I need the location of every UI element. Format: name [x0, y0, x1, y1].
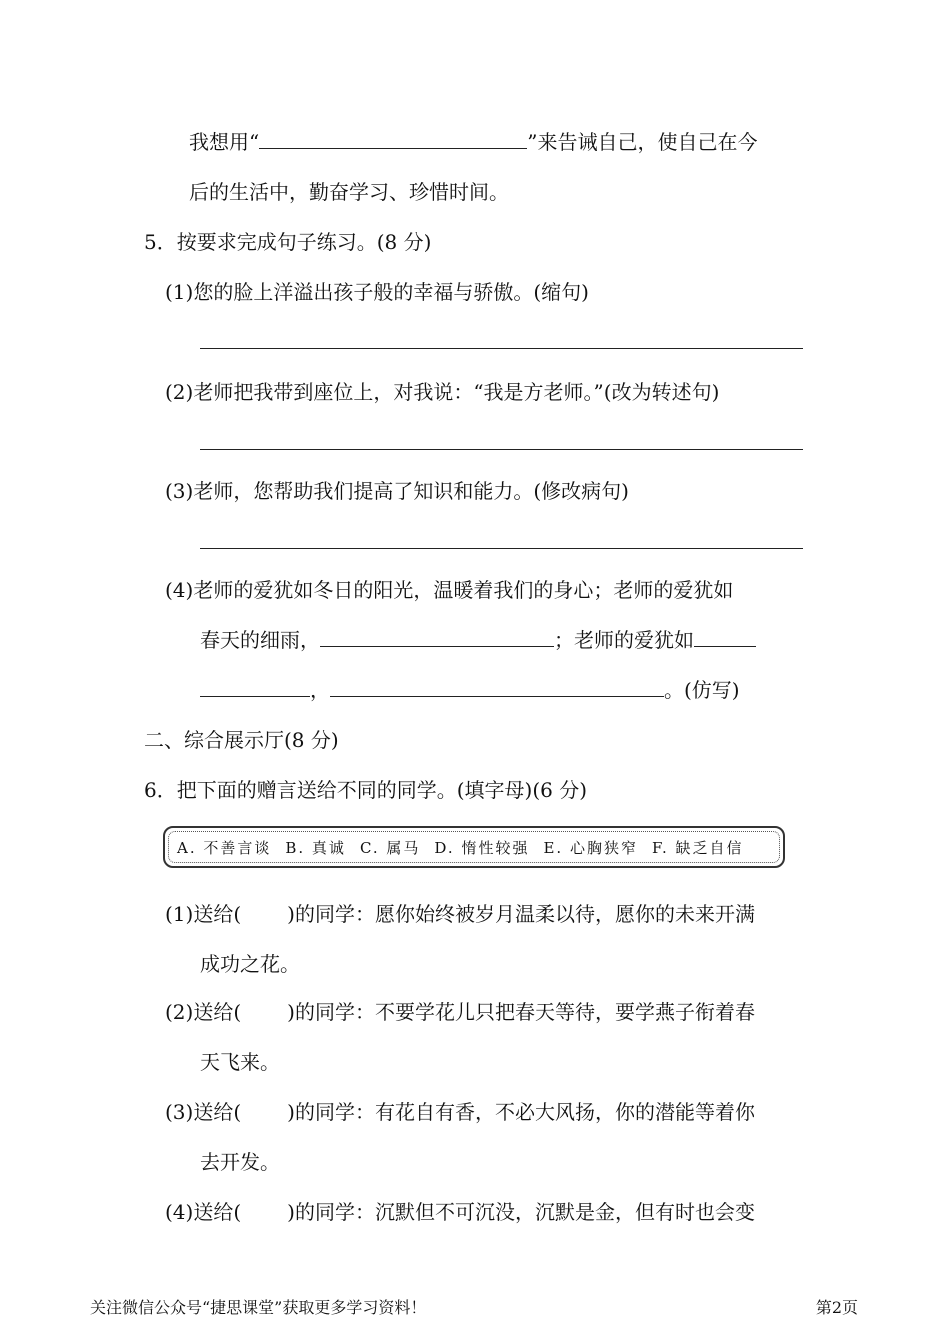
q5-item1: (1)您的脸上洋溢出孩子般的幸福与骄傲。(缩句) [165, 280, 589, 304]
q6-item2-prefix: (2)送给( [165, 1000, 242, 1024]
q6-item2-text: )的同学：不要学花儿只把春天等待，要学燕子衔着春 [287, 1000, 755, 1024]
q4-line1-post: ”来告诫自己，使自己在今 [527, 130, 758, 154]
q5-item4-blank2[interactable] [694, 626, 756, 647]
q6-item3-cont: 去开发。 [200, 1150, 280, 1174]
q6-option-d: D. 惰性较强 [434, 838, 530, 857]
q5-item3: (3)老师，您帮助我们提高了知识和能力。(修改病句) [165, 479, 629, 503]
q6-item3-prefix: (3)送给( [165, 1100, 242, 1124]
q5-item4-line3 [200, 676, 740, 704]
q5-item4-line2-mid: ；老师的爱犹如 [554, 628, 694, 652]
q5-item4-blank1[interactable] [320, 626, 554, 647]
q6-options-box [163, 826, 785, 868]
q5-item2-answer-line[interactable] [200, 449, 803, 450]
q4-blank[interactable] [259, 128, 527, 149]
q5-item4-line2 [200, 626, 756, 654]
q5-item2: (2)老师把我带到座位上，对我说：“我是方老师。”(改为转述句) [165, 380, 720, 404]
q6-item1-prefix: (1)送给( [165, 902, 242, 926]
q5-item4-end: 。(仿写) [664, 678, 740, 702]
q4-line1 [189, 128, 757, 156]
q4-line1-pre: 我想用“ [189, 130, 260, 154]
q5-item4-line1: (4)老师的爱犹如冬日的阳光，温暖着我们的身心；老师的爱犹如 [165, 578, 734, 602]
section2-title: 二、综合展示厅(8 分) [144, 728, 339, 752]
q5-title: 5．按要求完成句子练习。(8 分) [144, 230, 432, 254]
q6-item2 [165, 998, 755, 1026]
q6-item4-prefix: (4)送给( [165, 1200, 242, 1224]
q5-item1-answer-line[interactable] [200, 348, 803, 349]
q6-item1-text: )的同学：愿你始终被岁月温柔以待，愿你的未来开满 [287, 902, 755, 926]
q5-item3-answer-line[interactable] [200, 548, 803, 549]
q5-item4-comma: ， [310, 678, 330, 702]
q6-item3-text: )的同学：有花自有香，不必大风扬，你的潜能等着你 [287, 1100, 755, 1124]
q5-item4-blank2-cont[interactable] [200, 676, 310, 697]
q6-title: 6．把下面的赠言送给不同的同学。(填字母)(6 分) [144, 778, 588, 802]
page-number: 第2页 [815, 1298, 858, 1317]
q5-item4-blank3[interactable] [330, 676, 664, 697]
q6-option-e: E. 心胸狭窄 [543, 838, 638, 857]
q6-item4-text: )的同学：沉默但不可沉没，沉默是金，但有时也会变 [287, 1200, 755, 1224]
q6-option-b: B. 真诚 [285, 838, 346, 857]
q6-item3 [165, 1098, 755, 1126]
q6-item2-cont: 天飞来。 [200, 1050, 280, 1074]
q4-line2: 后的生活中，勤奋学习、珍惜时间。 [189, 180, 509, 204]
q6-option-f: F. 缺乏自信 [651, 838, 744, 857]
q6-option-c: C. 属马 [359, 838, 421, 857]
q6-item1-cont: 成功之花。 [200, 952, 300, 976]
footer-note: 关注微信公众号“捷思课堂”获取更多学习资料！ [90, 1298, 427, 1317]
q6-option-a: A. 不善言谈 [177, 838, 272, 857]
q6-item4 [165, 1198, 755, 1226]
q6-item1 [165, 900, 755, 928]
q5-item4-line2-pre: 春天的细雨， [200, 628, 320, 652]
